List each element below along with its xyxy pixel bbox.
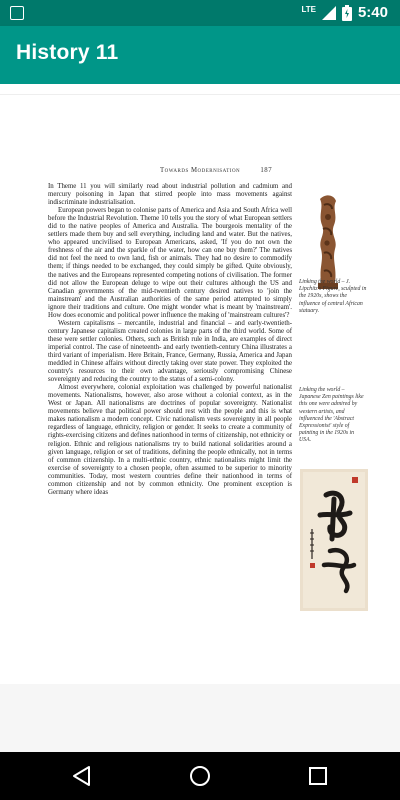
battery-icon <box>342 5 352 21</box>
zen-painting-image <box>300 469 368 611</box>
status-icons <box>301 4 388 21</box>
sculpture-image <box>304 191 350 291</box>
clock: 5:40 <box>357 4 388 21</box>
paragraph: In Theme 11 you will similarly read about industrial pollution and cadmium and mercury poisoning in Japan that stirred people into mass movements against indiscriminate industrialisation. <box>48 183 292 207</box>
viewer-background <box>0 684 400 752</box>
pdf-viewer[interactable] <box>0 84 400 752</box>
app-title: History 11 <box>16 41 119 64</box>
recents-icon[interactable] <box>306 764 330 788</box>
figure-caption: Linking the world – Japanese Zen paintings like this one were admired by western artists, and influenced the 'Abstract Expressionist' style of painting in the 1920s in USA. <box>299 387 364 444</box>
paragraph: Western capitalisms – mercantile, industrial and financial – and early-twentieth-century Japanese capitalism created colonies in large parts of the third world. Some of these were settler colonies. Others, such as British rule in India, are examples of direct imperial control. The case of nineteenth- and early twentieth-century China illustrates a third variant of imperialism. Here Britain, France, Germany, Russia, America and Japan meddled in Chinese affairs without directly taking over state power. They exploited the country's resources to their own advantage, seriously compromising Chinese sovereignty and reducing the country to the status of a semi-colony. <box>48 319 292 384</box>
pdf-page[interactable] <box>0 94 400 685</box>
home-icon[interactable] <box>188 764 212 788</box>
paragraph: Almost everywhere, colonial exploitation was challenged by powerful nationalist movements. Nationalisms, however, also arose without a colonial context, as in the West or Japan. All nationalisms are doctrines of popular sovereignty. Nationalist movements believe that political power should rest with the people and this is what makes nationalism a modern concept. Civic nationalism vests sovereignty in all people regardless of language, ethnicity, religion or gender. It seeks to create a community of rights-exercising citizens and defines nationhood in terms of citizenship, not ethnicity or religion. Ethnic and religious nationalisms try to build national solidarities around a given language, religion or set of traditions, defining the people ethnically, not in terms of common citizenship. In a multi-ethnic country, ethnic nationalists might limit the exercise of sovereignty to a chosen people, often assumed to be superior to minority communities. Today, most western countries define their nationhood in terms of common citizenship and not by common ethnicity. One prominent exception is Germany where ideas <box>48 384 292 496</box>
page-number: 187 <box>260 167 273 174</box>
status-bar <box>0 0 400 26</box>
back-icon[interactable] <box>70 764 94 788</box>
running-header <box>160 167 272 174</box>
paragraph: European powers began to colonise parts of America and Asia and South Africa well before the Industrial Revolution. Theme 10 tells you the story of what European settlers did to the native peoples of America and Australia. The bourgeois mentality of the settlers made them buy and sell everything, including land and water. But the natives, who appeared uncivilised to European Americans, asked, 'If you do not own the freshness of the air and the sparkle of the water, how can one buy them?' The natives did not feel the need to own land, fish or animals. They had no desire to commodify them; if things needed to be exchanged, they could simply be gifted. Quite obviously, the natives and the Europeans represented competing notions of civilisation. The former did not allow the European deluge to wipe out their cultures although the US and Canadian governments of the mid-twentieth century desired natives to 'join the mainstream' and the Australian authorities of the same period attempted to simply ignore their traditions and culture. One might wonder what is meant by 'mainstream'. How does economic and political power influence the making of 'mainstream cultures'? <box>48 207 292 319</box>
signal-icon <box>322 6 336 20</box>
app-bar <box>0 26 400 84</box>
lte-label: LTE <box>301 5 316 14</box>
page-body <box>48 183 292 497</box>
notification-icon <box>10 6 24 20</box>
navigation-bar <box>0 752 400 800</box>
running-head: Towards Modernisation <box>160 167 241 174</box>
figure-caption: Linking the world – J. Lipchitz's Figure, sculpted in the 1920s, shows the influence of central African statuary. <box>299 279 367 314</box>
